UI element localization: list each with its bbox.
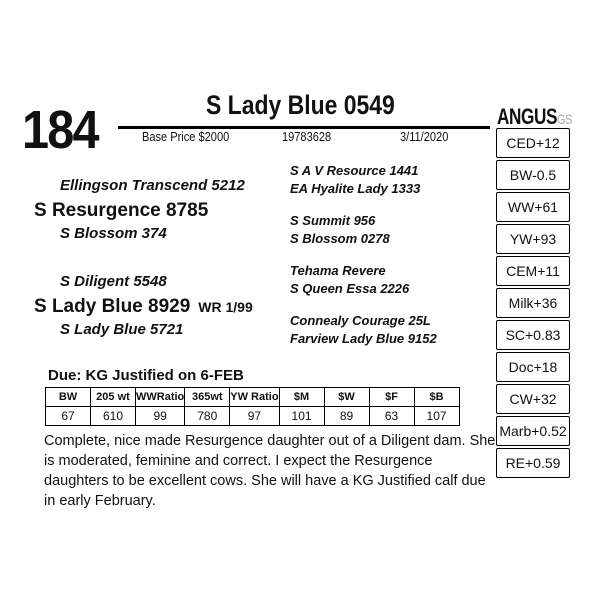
breed-logo [497, 104, 572, 130]
pedigree-right-1: S A V Resource 1441 [290, 163, 419, 178]
header-w: $W [324, 388, 369, 407]
value-w: 89 [324, 407, 369, 426]
value-205wt: 610 [91, 407, 136, 426]
animal-name: S Lady Blue 0549 [206, 90, 395, 120]
lot-comment: Complete, nice made Resurgence daughter out of a Diligent dam. She is moderated, feminine and correct. I expect the Resurgence daughters to be excellent cows. She will have a KG Justified calf due in early February. [44, 433, 496, 509]
base-price: Base Price $2000 [142, 129, 230, 144]
epd-marb: Marb+0.52 [496, 416, 570, 446]
epd-cw: CW+32 [496, 384, 570, 414]
epd-ww: WW+61 [496, 192, 570, 222]
header-ywratio: YW Ratio [230, 388, 279, 407]
header-365wt: 365wt [185, 388, 230, 407]
pedigree-right-2: EA Hyalite Lady 1333 [290, 181, 421, 196]
epd-bw: BW-0.5 [496, 160, 570, 190]
value-f: 63 [369, 407, 414, 426]
value-bw: 67 [46, 407, 91, 426]
epd-column [496, 128, 570, 480]
pedigree-right-8: Farview Lady Blue 9152 [290, 331, 437, 346]
dam: S Lady Blue 8929 [34, 296, 191, 317]
value-m: 101 [279, 407, 324, 426]
performance-table [45, 387, 460, 426]
epd-doc: Doc+18 [496, 352, 570, 382]
pedigree-right-4: S Blossom 0278 [290, 231, 390, 246]
breed-logo-suffix: GS [557, 111, 573, 127]
header-b: $B [414, 388, 459, 407]
value-wwratio: 99 [136, 407, 185, 426]
header-wwratio: WWRatio [136, 388, 185, 407]
registration-number: 19783628 [282, 129, 332, 144]
due-note: Due: KG Justified on 6-FEB [48, 367, 244, 384]
dam-weaning-ratio: WR 1/99 [198, 299, 253, 315]
epd-milk: Milk+36 [496, 288, 570, 318]
dam-sire: S Diligent 5548 [60, 273, 167, 290]
epd-cem: CEM+11 [496, 256, 570, 286]
value-b: 107 [414, 407, 459, 426]
header-205wt: 205 wt [91, 388, 136, 407]
pedigree-right-7: Connealy Courage 25L [290, 313, 431, 328]
pedigree-right-3: S Summit 956 [290, 213, 376, 228]
epd-sc: SC+0.83 [496, 320, 570, 350]
lot-number: 184 [22, 100, 98, 160]
header-f: $F [369, 388, 414, 407]
performance-header-row [46, 388, 460, 407]
performance-value-row [46, 407, 460, 426]
epd-re: RE+0.59 [496, 448, 570, 478]
sire-sire: Ellingson Transcend 5212 [60, 177, 245, 194]
dam-dam: S Lady Blue 5721 [60, 321, 184, 338]
sire: S Resurgence 8785 [34, 200, 209, 221]
birth-date: 3/11/2020 [400, 129, 449, 144]
pedigree-right-5: Tehama Revere [290, 263, 386, 278]
header-bw: BW [46, 388, 91, 407]
pedigree-right-6: S Queen Essa 2226 [290, 281, 410, 296]
header-m: $M [279, 388, 324, 407]
epd-ced: CED+12 [496, 128, 570, 158]
epd-yw: YW+93 [496, 224, 570, 254]
value-365wt: 780 [185, 407, 230, 426]
breed-logo-main: ANGUS [497, 104, 558, 129]
value-ywratio: 97 [230, 407, 279, 426]
dam-row [34, 296, 253, 318]
sire-dam: S Blossom 374 [60, 225, 167, 242]
